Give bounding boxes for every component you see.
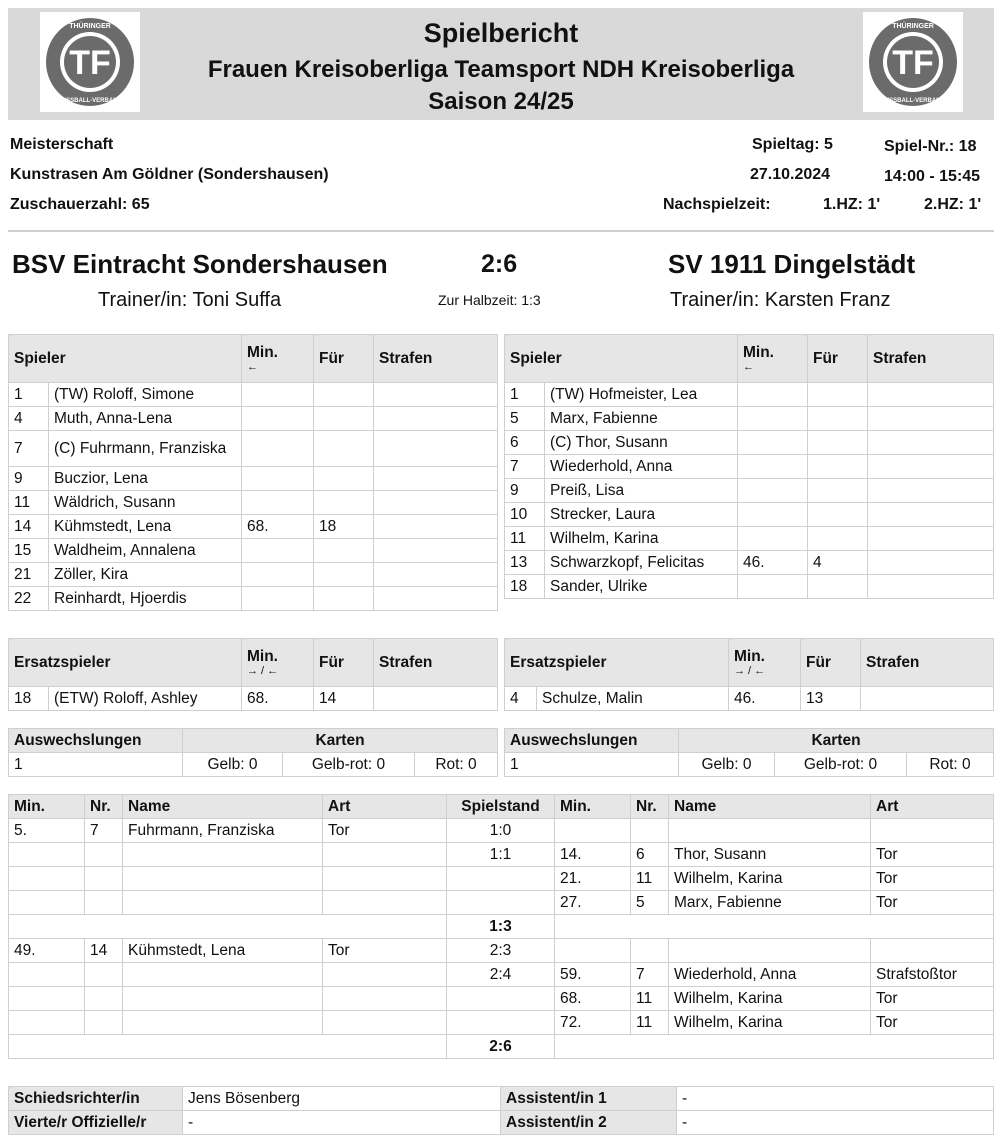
penalties-header: Strafen bbox=[861, 639, 994, 687]
away-coach: Trainer/in: Karsten Franz bbox=[670, 289, 891, 311]
spacer-cell bbox=[555, 1035, 994, 1059]
penalties-cell bbox=[868, 431, 994, 455]
penalties-cell bbox=[374, 407, 498, 431]
away-goal-minute bbox=[555, 939, 631, 963]
player-row bbox=[505, 407, 994, 431]
player-number: 15 bbox=[9, 539, 49, 563]
competition: Meisterschaft bbox=[10, 136, 114, 153]
home-goal-minute bbox=[9, 963, 85, 987]
player-row bbox=[9, 515, 498, 539]
penalties-cell bbox=[374, 563, 498, 587]
home-goal-type bbox=[323, 1011, 447, 1035]
match-time: 14:00 - 15:45 bbox=[884, 168, 981, 185]
away-goal-type: Tor bbox=[871, 1011, 994, 1035]
home-goal-number bbox=[85, 987, 123, 1011]
player-name: Sander, Ulrike bbox=[545, 575, 738, 599]
goal-row bbox=[9, 987, 994, 1011]
home-subs-table bbox=[8, 638, 498, 711]
home-goal-type bbox=[323, 843, 447, 867]
player-number: 9 bbox=[9, 467, 49, 491]
stoppage-second-half: 2.HZ: 1' bbox=[924, 196, 982, 213]
player-row bbox=[9, 407, 498, 431]
player-name: (C) Fuhrmann, Franziska bbox=[49, 431, 242, 467]
for-header: Für bbox=[808, 335, 868, 383]
home-goal-scorer: Kühmstedt, Lena bbox=[123, 939, 323, 963]
assistant2-name: - bbox=[677, 1111, 994, 1135]
substituted-for: 18 bbox=[314, 515, 374, 539]
player-row bbox=[505, 503, 994, 527]
away-minute-header: Min. bbox=[555, 795, 631, 819]
player-row bbox=[505, 383, 994, 407]
player-number: 1 bbox=[9, 383, 49, 407]
player-number: 4 bbox=[505, 687, 537, 711]
halftime-row bbox=[9, 915, 994, 939]
penalties-cell bbox=[868, 407, 994, 431]
minute-header: Min. → / ← bbox=[242, 639, 314, 687]
substituted-for bbox=[808, 503, 868, 527]
away-goal-minute bbox=[555, 819, 631, 843]
away-goal-minute: 59. bbox=[555, 963, 631, 987]
substituted-for bbox=[314, 563, 374, 587]
referee-name: Jens Bösenberg bbox=[183, 1087, 501, 1111]
away-goal-minute: 72. bbox=[555, 1011, 631, 1035]
penalties-header: Strafen bbox=[374, 335, 498, 383]
substituted-for bbox=[808, 527, 868, 551]
penalties-cell bbox=[374, 539, 498, 563]
player-name: Waldheim, Annalena bbox=[49, 539, 242, 563]
penalties-cell bbox=[868, 575, 994, 599]
substituted-for bbox=[808, 383, 868, 407]
svg-text:TF: TF bbox=[69, 44, 111, 82]
penalties-cell bbox=[374, 431, 498, 467]
home-goal-scorer bbox=[123, 867, 323, 891]
substituted-for bbox=[808, 455, 868, 479]
home-goal-number bbox=[85, 1011, 123, 1035]
player-number: 11 bbox=[505, 527, 545, 551]
fourth-official-name: - bbox=[183, 1111, 501, 1135]
player-row bbox=[505, 431, 994, 455]
substitutions-header: Auswechslungen bbox=[9, 729, 183, 753]
substituted-for bbox=[808, 407, 868, 431]
player-row bbox=[505, 687, 994, 711]
penalties-cell bbox=[374, 515, 498, 539]
substitution-minute bbox=[242, 587, 314, 611]
player-number: 7 bbox=[9, 431, 49, 467]
season: Saison 24/25 bbox=[428, 88, 574, 115]
substituted-for: 14 bbox=[314, 687, 374, 711]
away-goal-scorer bbox=[669, 939, 871, 963]
goal-row bbox=[9, 963, 994, 987]
away-number-header: Nr. bbox=[631, 795, 669, 819]
home-goal-number: 7 bbox=[85, 819, 123, 843]
home-minute-header: Min. bbox=[9, 795, 85, 819]
home-goal-minute bbox=[9, 867, 85, 891]
substitution-minute bbox=[738, 503, 808, 527]
away-goal-type bbox=[871, 819, 994, 843]
cards-header: Karten bbox=[679, 729, 994, 753]
home-goal-scorer bbox=[123, 1011, 323, 1035]
away-goal-number: 5 bbox=[631, 891, 669, 915]
substituted-for: 13 bbox=[801, 687, 861, 711]
spacer-cell bbox=[9, 915, 447, 939]
goal-row bbox=[9, 891, 994, 915]
player-name: Buczior, Lena bbox=[49, 467, 242, 491]
svg-text:THÜRINGER: THÜRINGER bbox=[69, 23, 111, 30]
penalties-cell bbox=[374, 687, 498, 711]
goal-row bbox=[9, 843, 994, 867]
player-name: Strecker, Laura bbox=[545, 503, 738, 527]
assistant1-label: Assistent/in 1 bbox=[501, 1087, 677, 1111]
home-goal-type: Tor bbox=[323, 939, 447, 963]
players-header: Spieler bbox=[505, 335, 738, 383]
away-goal-scorer: Thor, Susann bbox=[669, 843, 871, 867]
attendance: Zuschauerzahl: 65 bbox=[10, 196, 150, 213]
away-goal-type: Tor bbox=[871, 891, 994, 915]
penalties-header: Strafen bbox=[374, 639, 498, 687]
substitution-minute: 68. bbox=[242, 687, 314, 711]
player-name: (TW) Roloff, Simone bbox=[49, 383, 242, 407]
player-name: Zöller, Kira bbox=[49, 563, 242, 587]
away-goal-number: 11 bbox=[631, 987, 669, 1011]
away-summary-table bbox=[504, 728, 994, 777]
cards-header: Karten bbox=[183, 729, 498, 753]
away-goal-scorer: Wilhelm, Karina bbox=[669, 1011, 871, 1035]
running-score bbox=[447, 1011, 555, 1035]
substitution-minute bbox=[242, 383, 314, 407]
substitution-minute bbox=[738, 431, 808, 455]
player-name: Reinhardt, Hjoerdis bbox=[49, 587, 242, 611]
home-goal-number bbox=[85, 891, 123, 915]
match-date: 27.10.2024 bbox=[750, 166, 831, 183]
substitution-minute bbox=[738, 527, 808, 551]
home-goal-minute bbox=[9, 1011, 85, 1035]
away-goal-number: 6 bbox=[631, 843, 669, 867]
goals-table bbox=[8, 794, 994, 1059]
away-goal-minute: 27. bbox=[555, 891, 631, 915]
away-goal-type: Tor bbox=[871, 843, 994, 867]
red-cards: Rot: 0 bbox=[415, 753, 498, 777]
substitution-minute: 68. bbox=[242, 515, 314, 539]
fourth-official-label: Vierte/r Offizielle/r bbox=[9, 1111, 183, 1135]
yellow-red-cards: Gelb-rot: 0 bbox=[775, 753, 907, 777]
for-header: Für bbox=[801, 639, 861, 687]
away-goal-scorer bbox=[669, 819, 871, 843]
player-name: (ETW) Roloff, Ashley bbox=[49, 687, 242, 711]
away-goal-type: Tor bbox=[871, 987, 994, 1011]
goal-row bbox=[9, 1011, 994, 1035]
away-goal-number bbox=[631, 819, 669, 843]
player-number: 13 bbox=[505, 551, 545, 575]
player-row bbox=[505, 455, 994, 479]
away-goal-type: Tor bbox=[871, 867, 994, 891]
player-name: (TW) Hofmeister, Lea bbox=[545, 383, 738, 407]
home-name-header: Name bbox=[123, 795, 323, 819]
matchday: Spieltag: 5 bbox=[752, 136, 833, 153]
player-row bbox=[505, 575, 994, 599]
officials-table bbox=[8, 1086, 994, 1135]
player-row bbox=[505, 479, 994, 503]
player-number: 7 bbox=[505, 455, 545, 479]
player-number: 4 bbox=[9, 407, 49, 431]
substituted-for bbox=[808, 431, 868, 455]
away-goal-scorer: Wilhelm, Karina bbox=[669, 867, 871, 891]
minute-header: Min. → / ← bbox=[729, 639, 801, 687]
penalties-cell bbox=[868, 503, 994, 527]
svg-text:FUSSBALL-VERBAND: FUSSBALL-VERBAND bbox=[881, 98, 945, 104]
goal-row bbox=[9, 939, 994, 963]
penalties-cell bbox=[868, 527, 994, 551]
svg-text:THÜRINGER: THÜRINGER bbox=[892, 23, 934, 30]
player-number: 11 bbox=[9, 491, 49, 515]
final-score: 2:6 bbox=[481, 250, 518, 278]
player-number: 18 bbox=[9, 687, 49, 711]
substitution-count: 1 bbox=[9, 753, 183, 777]
substitution-minute bbox=[242, 491, 314, 515]
final-row bbox=[9, 1035, 994, 1059]
home-goal-minute bbox=[9, 843, 85, 867]
divider bbox=[8, 230, 994, 232]
match-number: Spiel-Nr.: 18 bbox=[884, 138, 977, 155]
yellow-red-cards: Gelb-rot: 0 bbox=[283, 753, 415, 777]
home-goal-minute bbox=[9, 891, 85, 915]
player-row bbox=[9, 563, 498, 587]
player-row bbox=[9, 467, 498, 491]
player-row bbox=[9, 587, 498, 611]
penalties-cell bbox=[861, 687, 994, 711]
yellow-cards: Gelb: 0 bbox=[183, 753, 283, 777]
red-cards: Rot: 0 bbox=[907, 753, 994, 777]
home-goal-number: 14 bbox=[85, 939, 123, 963]
away-goal-minute: 68. bbox=[555, 987, 631, 1011]
subs-header: Ersatzspieler bbox=[505, 639, 729, 687]
substitutions-header: Auswechslungen bbox=[505, 729, 679, 753]
away-type-header: Art bbox=[871, 795, 994, 819]
substitution-minute: 46. bbox=[729, 687, 801, 711]
spacer-cell bbox=[9, 1035, 447, 1059]
home-goal-type: Tor bbox=[323, 819, 447, 843]
svg-text:FUSSBALL-VERBAND: FUSSBALL-VERBAND bbox=[58, 98, 122, 104]
substitution-minute bbox=[738, 575, 808, 599]
player-number: 14 bbox=[9, 515, 49, 539]
away-goal-type: Strafstoßtor bbox=[871, 963, 994, 987]
player-name: Schulze, Malin bbox=[537, 687, 729, 711]
home-goal-minute: 5. bbox=[9, 819, 85, 843]
substitution-minute bbox=[242, 467, 314, 491]
substituted-for bbox=[314, 431, 374, 467]
interim-score: 2:6 bbox=[447, 1035, 555, 1059]
substitution-minute: 46. bbox=[738, 551, 808, 575]
running-score bbox=[447, 891, 555, 915]
association-logo-right bbox=[863, 12, 963, 112]
goal-row bbox=[9, 819, 994, 843]
svg-text:TF: TF bbox=[892, 44, 934, 82]
player-name: Muth, Anna-Lena bbox=[49, 407, 242, 431]
substituted-for bbox=[314, 407, 374, 431]
running-score: 2:4 bbox=[447, 963, 555, 987]
venue: Kunstrasen Am Göldner (Sondershausen) bbox=[10, 166, 329, 183]
away-goal-minute: 21. bbox=[555, 867, 631, 891]
league-name: Frauen Kreisoberliga Teamsport NDH Kreisoberliga bbox=[207, 56, 795, 83]
player-row bbox=[9, 539, 498, 563]
player-name: (C) Thor, Susann bbox=[545, 431, 738, 455]
home-goal-scorer bbox=[123, 963, 323, 987]
home-goal-number bbox=[85, 867, 123, 891]
player-row bbox=[9, 383, 498, 407]
substitution-minute bbox=[242, 431, 314, 467]
interim-score: 1:3 bbox=[447, 915, 555, 939]
away-goal-scorer: Wiederhold, Anna bbox=[669, 963, 871, 987]
substituted-for bbox=[314, 539, 374, 563]
penalties-cell bbox=[868, 383, 994, 407]
substitution-minute bbox=[738, 455, 808, 479]
player-name: Kühmstedt, Lena bbox=[49, 515, 242, 539]
home-goal-number bbox=[85, 843, 123, 867]
running-score: 2:3 bbox=[447, 939, 555, 963]
penalties-cell bbox=[374, 383, 498, 407]
home-goal-type bbox=[323, 891, 447, 915]
substitution-minute bbox=[738, 479, 808, 503]
minute-header: Min. ← bbox=[242, 335, 314, 383]
substituted-for: 4 bbox=[808, 551, 868, 575]
running-score bbox=[447, 987, 555, 1011]
subs-header: Ersatzspieler bbox=[9, 639, 242, 687]
minute-header: Min. ← bbox=[738, 335, 808, 383]
substitution-minute bbox=[738, 383, 808, 407]
spacer-cell bbox=[555, 915, 994, 939]
away-goal-number: 11 bbox=[631, 1011, 669, 1035]
substituted-for bbox=[808, 479, 868, 503]
home-goal-type bbox=[323, 963, 447, 987]
assistant1-name: - bbox=[677, 1087, 994, 1111]
substitution-minute bbox=[242, 563, 314, 587]
player-name: Wäldrich, Susann bbox=[49, 491, 242, 515]
away-goal-number bbox=[631, 939, 669, 963]
header-banner bbox=[8, 8, 994, 120]
player-row bbox=[9, 687, 498, 711]
running-score: 1:1 bbox=[447, 843, 555, 867]
home-goal-scorer bbox=[123, 987, 323, 1011]
halftime-score: Zur Halbzeit: 1:3 bbox=[438, 292, 541, 308]
yellow-cards: Gelb: 0 bbox=[679, 753, 775, 777]
assistant2-label: Assistent/in 2 bbox=[501, 1111, 677, 1135]
for-header: Für bbox=[314, 639, 374, 687]
home-team-name: BSV Eintracht Sondershausen bbox=[12, 249, 388, 279]
home-goal-scorer bbox=[123, 891, 323, 915]
for-header: Für bbox=[314, 335, 374, 383]
substitution-count: 1 bbox=[505, 753, 679, 777]
substitution-minute bbox=[242, 539, 314, 563]
away-goal-scorer: Wilhelm, Karina bbox=[669, 987, 871, 1011]
away-subs-table bbox=[504, 638, 994, 711]
home-goal-number bbox=[85, 963, 123, 987]
substituted-for bbox=[808, 575, 868, 599]
stoppage-label: Nachspielzeit: bbox=[663, 196, 771, 213]
substitution-minute bbox=[242, 407, 314, 431]
substitution-minute bbox=[738, 407, 808, 431]
substituted-for bbox=[314, 383, 374, 407]
running-score bbox=[447, 867, 555, 891]
substituted-for bbox=[314, 491, 374, 515]
report-title: Spielbericht bbox=[423, 18, 579, 48]
away-lineup-table bbox=[504, 334, 994, 599]
away-goal-number: 11 bbox=[631, 867, 669, 891]
home-coach: Trainer/in: Toni Suffa bbox=[98, 289, 282, 311]
player-name: Wiederhold, Anna bbox=[545, 455, 738, 479]
player-number: 5 bbox=[505, 407, 545, 431]
home-goal-scorer: Fuhrmann, Franziska bbox=[123, 819, 323, 843]
penalties-header: Strafen bbox=[868, 335, 994, 383]
away-goal-type bbox=[871, 939, 994, 963]
penalties-cell bbox=[868, 479, 994, 503]
player-name: Marx, Fabienne bbox=[545, 407, 738, 431]
player-row bbox=[9, 431, 498, 467]
penalties-cell bbox=[374, 587, 498, 611]
player-number: 6 bbox=[505, 431, 545, 455]
player-number: 21 bbox=[9, 563, 49, 587]
players-header: Spieler bbox=[9, 335, 242, 383]
player-row bbox=[505, 527, 994, 551]
player-name: Schwarzkopf, Felicitas bbox=[545, 551, 738, 575]
player-name: Preiß, Lisa bbox=[545, 479, 738, 503]
goal-row bbox=[9, 867, 994, 891]
penalties-cell bbox=[868, 455, 994, 479]
penalties-cell bbox=[374, 491, 498, 515]
stoppage-first-half: 1.HZ: 1' bbox=[823, 196, 881, 213]
away-goal-scorer: Marx, Fabienne bbox=[669, 891, 871, 915]
home-goal-minute bbox=[9, 987, 85, 1011]
away-goal-number: 7 bbox=[631, 963, 669, 987]
player-name: Wilhelm, Karina bbox=[545, 527, 738, 551]
home-goal-minute: 49. bbox=[9, 939, 85, 963]
home-number-header: Nr. bbox=[85, 795, 123, 819]
away-team-name: SV 1911 Dingelstädt bbox=[668, 249, 916, 279]
player-number: 18 bbox=[505, 575, 545, 599]
home-type-header: Art bbox=[323, 795, 447, 819]
substituted-for bbox=[314, 467, 374, 491]
penalties-cell bbox=[868, 551, 994, 575]
player-number: 10 bbox=[505, 503, 545, 527]
scoreline-header: Spielstand bbox=[447, 795, 555, 819]
home-goal-scorer bbox=[123, 843, 323, 867]
running-score: 1:0 bbox=[447, 819, 555, 843]
home-goal-type bbox=[323, 987, 447, 1011]
referee-label: Schiedsrichter/in bbox=[9, 1087, 183, 1111]
away-goal-minute: 14. bbox=[555, 843, 631, 867]
player-number: 22 bbox=[9, 587, 49, 611]
player-number: 1 bbox=[505, 383, 545, 407]
player-row bbox=[505, 551, 994, 575]
away-name-header: Name bbox=[669, 795, 871, 819]
home-goal-type bbox=[323, 867, 447, 891]
substituted-for bbox=[314, 587, 374, 611]
player-number: 9 bbox=[505, 479, 545, 503]
home-lineup-table bbox=[8, 334, 498, 611]
home-summary-table bbox=[8, 728, 498, 777]
player-row bbox=[9, 491, 498, 515]
penalties-cell bbox=[374, 467, 498, 491]
